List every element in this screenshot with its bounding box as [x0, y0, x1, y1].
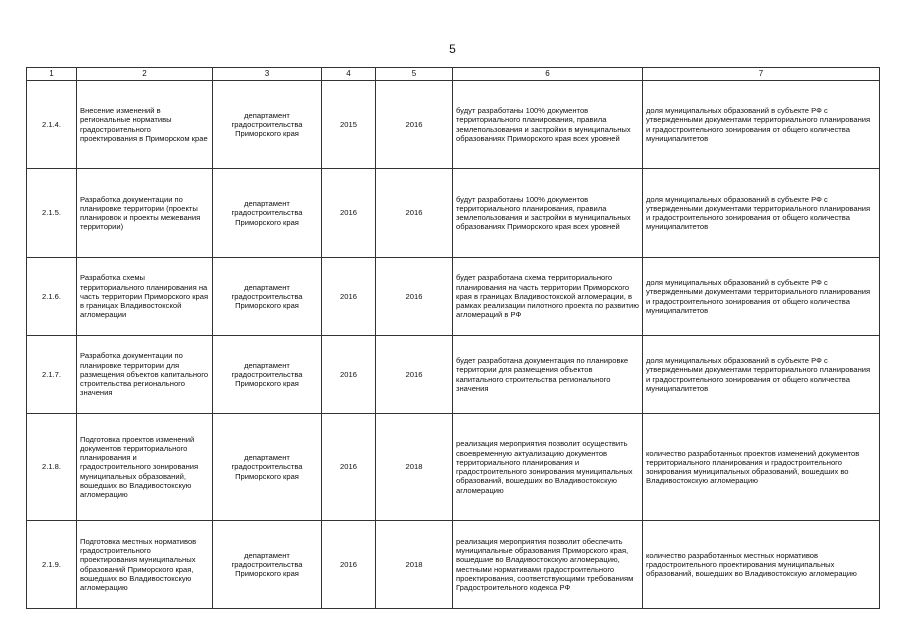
table-row — [27, 81, 880, 169]
page-number: 5 — [449, 42, 456, 56]
measure-number: 2.1.9. — [27, 521, 77, 609]
end-year: 2018 — [376, 414, 453, 521]
measure-name: Подготовка проектов изменений документов территориального планирования и градостроительного зонирования муниципальных образований, вошедших во Владивостокскую агломерацию — [77, 414, 213, 521]
measure-name: Подготовка местных нормативов градостроительного проектирования муниципальных образований Приморского края, вошедших во Владивостокскую агломерацию — [77, 521, 213, 609]
expected-result: реализация мероприятия позволит осуществить своевременную актуализацию документов территориального планирования и градостроительного зонирования муниципальных образований, вошедших во Владивостокскую агломерацию — [453, 414, 643, 521]
table-row — [27, 336, 880, 414]
target-indicator: количество разработанных местных нормативов градостроительного проектирования муниципальных образований, вошедших во Владивостокскую агломерацию — [643, 521, 880, 609]
column-header: 1 — [27, 68, 77, 81]
expected-result: будут разработаны 100% документов территориального планирования, правила землепользования и застройки в муниципальных образованиях Приморского края всех уровней — [453, 81, 643, 169]
responsible-department: департамент градостроительства Приморского края — [213, 521, 322, 609]
target-indicator: доля муниципальных образований в субъекте РФ с утвержденными документами территориального планирования и градостроительного зонирования от общего количества муниципалитетов — [643, 81, 880, 169]
expected-result: будет разработана схема территориального планирования на часть территории Приморского края в границах Владивостокской агломерации, в рамках реализации пилотного проекта по развитию агломераций в РФ — [453, 258, 643, 336]
table-row — [27, 258, 880, 336]
measure-number: 2.1.5. — [27, 169, 77, 258]
column-header: 5 — [376, 68, 453, 81]
responsible-department: департамент градостроительства Приморского края — [213, 258, 322, 336]
start-year: 2016 — [322, 521, 376, 609]
column-header: 7 — [643, 68, 880, 81]
expected-result: будут разработаны 100% документов территориального планирования, правила землепользования и застройки в муниципальных образованиях Приморского края всех уровней — [453, 169, 643, 258]
measure-number: 2.1.7. — [27, 336, 77, 414]
measure-number: 2.1.8. — [27, 414, 77, 521]
start-year: 2016 — [322, 258, 376, 336]
measure-number: 2.1.4. — [27, 81, 77, 169]
start-year: 2015 — [322, 81, 376, 169]
target-indicator: количество разработанных проектов изменений документов территориального планирования и градостроительного зонирования муниципальных образований, вошедших во Владивостокскую агломерацию — [643, 414, 880, 521]
target-indicator: доля муниципальных образований в субъекте РФ с утвержденными документами территориального планирования и градостроительного зонирования от общего количества муниципалитетов — [643, 336, 880, 414]
column-header: 2 — [77, 68, 213, 81]
end-year: 2016 — [376, 81, 453, 169]
responsible-department: департамент градостроительства Приморского края — [213, 336, 322, 414]
start-year: 2016 — [322, 336, 376, 414]
responsible-department: департамент градостроительства Приморского края — [213, 81, 322, 169]
end-year: 2016 — [376, 258, 453, 336]
header-row — [27, 68, 880, 81]
program-measures-table — [26, 67, 880, 609]
end-year: 2016 — [376, 336, 453, 414]
measure-name: Разработка схемы территориального планирования на часть территории Приморского края в границах Владивостокской агломерации — [77, 258, 213, 336]
measure-number: 2.1.6. — [27, 258, 77, 336]
responsible-department: департамент градостроительства Приморского края — [213, 169, 322, 258]
measure-name: Разработка документации по планировке территории для размещения объектов капитального строительства регионального значения — [77, 336, 213, 414]
table-row — [27, 414, 880, 521]
measure-name: Разработка документации по планировке территории (проекты планировок и проекты межевания территории) — [77, 169, 213, 258]
column-header: 6 — [453, 68, 643, 81]
start-year: 2016 — [322, 414, 376, 521]
target-indicator: доля муниципальных образований в субъекте РФ с утвержденными документами территориального планирования и градостроительного зонирования от общего количества муниципалитетов — [643, 169, 880, 258]
target-indicator: доля муниципальных образований в субъекте РФ с утвержденными документами территориального планирования и градостроительного зонирования от общего количества муниципалитетов — [643, 258, 880, 336]
expected-result: реализация мероприятия позволит обеспечить муниципальные образования Приморского края, вошедшие во Владивостокскую агломерацию, местными нормативами градостроительного проектирования, соответствующими требованиям Градостроительного кодекса РФ — [453, 521, 643, 609]
table-row — [27, 521, 880, 609]
start-year: 2016 — [322, 169, 376, 258]
column-header: 4 — [322, 68, 376, 81]
end-year: 2016 — [376, 169, 453, 258]
end-year: 2018 — [376, 521, 453, 609]
table-row — [27, 169, 880, 258]
expected-result: будет разработана документация по планировке территории для размещения объектов капитального строительства регионального значения — [453, 336, 643, 414]
measure-name: Внесение изменений в региональные нормативы градостроительного проектирования в Приморском крае — [77, 81, 213, 169]
responsible-department: департамент градостроительства Приморского края — [213, 414, 322, 521]
column-header: 3 — [213, 68, 322, 81]
